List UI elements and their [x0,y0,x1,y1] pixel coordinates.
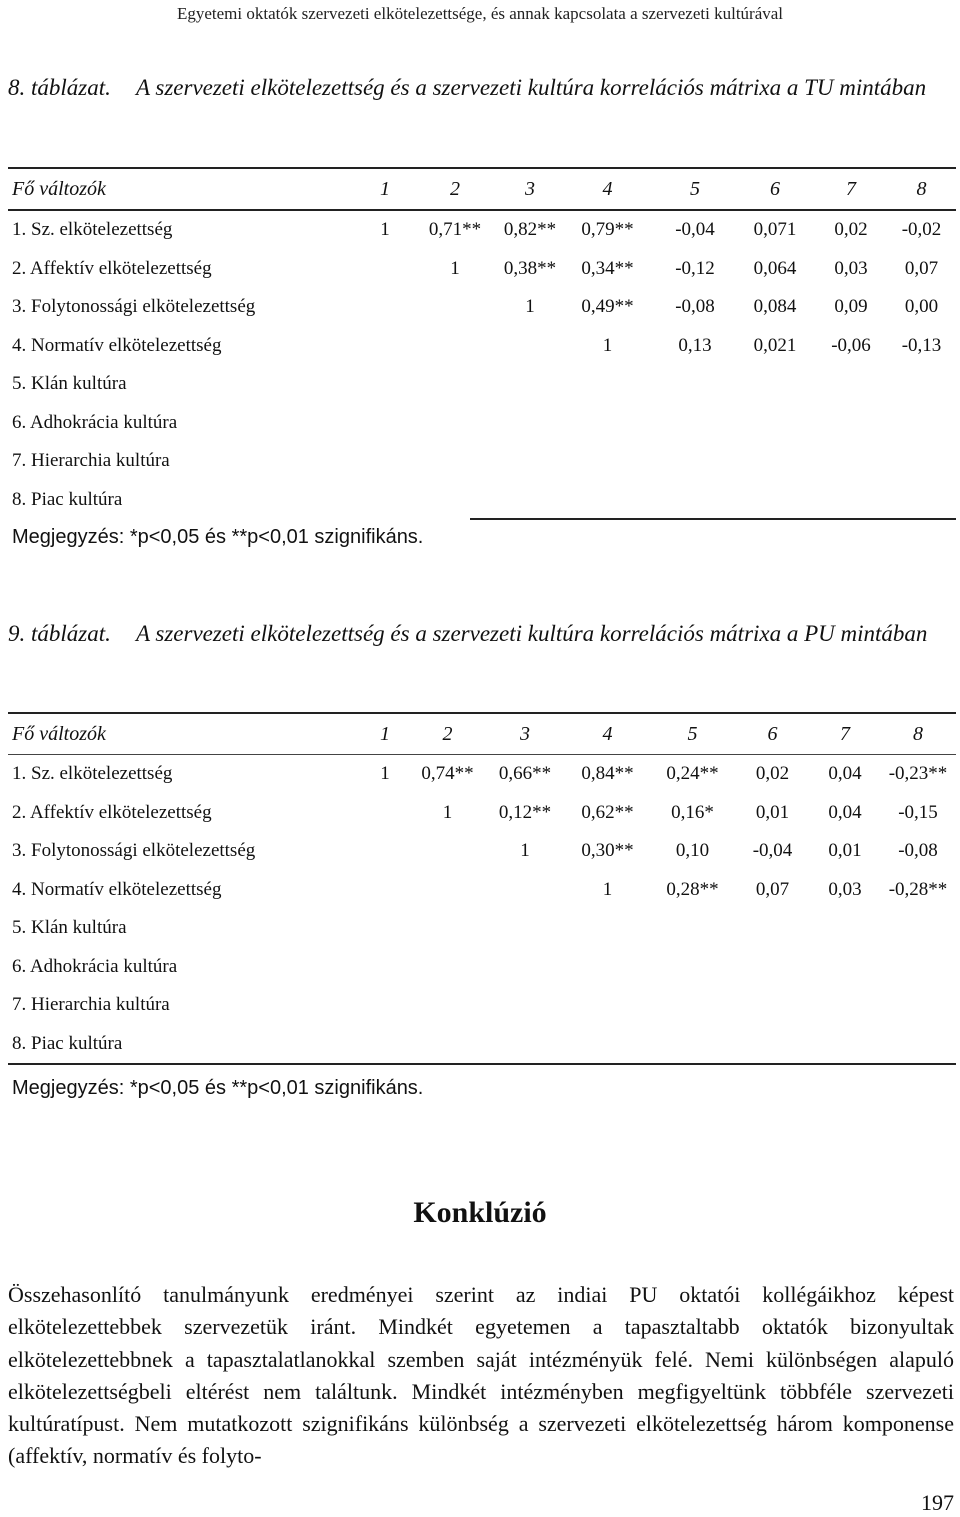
table-row [8,327,956,366]
table-cell [410,442,500,481]
table9-col-7: 7 [810,713,880,755]
table-cell: 1 [450,257,460,279]
table-cell [410,404,500,443]
table-cell [565,1025,650,1065]
row-label: 1. Sz. elkötelezettség [12,219,173,241]
table-cell [485,986,565,1025]
table-cell: 0,01 [755,801,790,823]
table-cell: 0,04 [828,801,862,823]
table8-col-5: 5 [655,168,735,210]
row-label: 1. Sz. elkötelezettség [12,763,173,785]
table-cell [360,794,410,833]
table-row [8,481,956,520]
table-cell: 1 [520,840,530,862]
table-cell [410,365,500,404]
table-cell: -0,15 [898,801,938,823]
table-cell: 0,84** [581,763,634,785]
running-header: Egyetemi oktatók szervezeti elkötelezettsége, és annak kapcsolata a szervezeti kultúrával [176,4,784,23]
table-cell [360,909,410,948]
row-label: 7. Hierarchia kultúra [12,994,170,1016]
table-cell [815,365,887,404]
table-cell [810,948,880,987]
table-row [8,986,956,1025]
table-cell [655,442,735,481]
table-cell [880,1025,956,1065]
table-cell [360,288,410,327]
table-cell: 0,03 [828,878,862,900]
table-row [8,909,956,948]
table-row [8,250,956,289]
table9-note: Megjegyzés: *p<0,05 és **p<0,01 szignifikáns. [12,1077,424,1099]
table-cell [565,909,650,948]
table8-caption [8,72,948,104]
table-cell [650,948,735,987]
table-row [8,948,956,987]
table8-col-6: 6 [735,168,815,210]
table-cell: 0,74** [421,763,474,785]
table-cell: 1 [602,878,613,900]
table8-col-2: 2 [410,168,500,210]
table-cell: 0,07 [755,878,790,900]
table-cell [360,1025,410,1065]
row-label: 2. Affektív elkötelezettség [12,801,212,823]
table-cell [560,481,655,520]
table-cell [410,288,500,327]
table-cell [735,404,815,443]
section-title: Konklúzió [413,1196,547,1229]
table-cell: 0,021 [753,334,797,356]
table8-header-label: Fő változók [8,168,360,210]
table-cell: 0,66** [498,763,552,785]
table-cell [880,948,956,987]
page-number: 197 [921,1490,954,1515]
table-row [8,288,956,327]
table9-col-1: 1 [360,713,410,755]
row-label: 3. Folytonossági elkötelezettség [12,840,256,862]
table-cell [880,909,956,948]
table-cell: 0,07 [904,257,939,279]
table-cell [887,404,956,443]
row-label: 6. Adhokrácia kultúra [12,411,178,433]
table-cell [360,250,410,289]
table8-bottom-rule [470,518,956,520]
table-cell [360,948,410,987]
table-cell [815,404,887,443]
table-cell: 0,10 [675,840,710,862]
table-cell [360,986,410,1025]
table-cell [735,1025,810,1065]
table-cell: 0,49** [581,296,634,318]
table-cell [815,481,887,520]
table-cell [360,365,410,404]
table-row [8,832,956,871]
table-cell [560,365,655,404]
table-cell: -0,04 [752,840,793,862]
table-cell [360,404,410,443]
table-cell [360,442,410,481]
table-cell: 0,38** [503,257,557,279]
table-cell: 0,30** [581,840,634,862]
table-cell: 0,04 [828,763,862,785]
table9-col-6: 6 [735,713,810,755]
table-cell [650,909,735,948]
row-label: 5. Klán kultúra [12,917,127,939]
table-cell [410,948,485,987]
table-cell: 1 [380,763,390,785]
table-cell: -0,13 [901,334,942,356]
table-cell [500,404,560,443]
table-cell [410,986,485,1025]
table9-col-3: 3 [485,713,565,755]
table-cell: 0,34** [581,257,634,279]
table-cell [360,871,410,910]
table9-correlation-matrix [8,712,956,1065]
table8-note: Megjegyzés: *p<0,05 és **p<0,01 szignifikáns. [12,526,424,548]
table-cell: 0,01 [828,840,862,862]
table-cell: 0,071 [753,219,797,241]
table-cell [410,871,485,910]
table9-caption-number: 9. táblázat. [8,621,111,646]
table-cell: 0,09 [834,296,868,318]
table-cell: 0,82** [503,219,557,241]
table8-col-3: 3 [500,168,560,210]
table8-col-8: 8 [887,168,956,210]
table-cell: 0,28** [666,878,719,900]
table9-header-label: Fő változók [8,713,360,755]
table-cell [565,948,650,987]
table9-header-row [8,713,956,755]
table9-col-5: 5 [650,713,735,755]
table8-col-7: 7 [815,168,887,210]
table-cell [887,481,956,520]
table8-col-4: 4 [560,168,655,210]
table-cell [880,986,956,1025]
table-cell [410,1025,485,1065]
table-row [8,1025,956,1065]
table-cell [360,832,410,871]
row-label: 3. Folytonossági elkötelezettség [12,296,256,318]
table-cell [887,365,956,404]
table-cell [735,909,810,948]
table8-header-row [8,168,956,210]
table-row [8,404,956,443]
table-cell: 1 [525,296,535,318]
table-cell [810,986,880,1025]
table-cell [650,1025,735,1065]
table-row [8,871,956,910]
table-cell: 1 [602,334,613,356]
table-cell: 0,71** [428,219,482,241]
table-row [8,210,956,250]
table-cell [500,481,560,520]
row-label: 6. Adhokrácia kultúra [12,955,178,977]
row-label: 4. Normatív elkötelezettség [12,334,222,356]
table-cell [485,1025,565,1065]
body-paragraph: Összehasonlító tanulmányunk eredményei szerint az indiai PU oktatói kollégáikhoz képest elkötelezettebbek szervezetük iránt. Mindkét egyetemen a tapasztaltabb oktatók bizonyultak elkötelezettebbnek a tapasztalatlanokkal szemben saját intézményük felé. Nemi különbségen alapuló elkötelezettségbeli eltérést nem találtunk. Mindkét intézményben megfigyeltünk többféle szervezeti kultúratípust. Nem mutatkozott szignifikáns különbség a szervezeti elkötelezettség három komponense (affektív, normatív és folyto- [8,1282,954,1469]
table-cell [655,481,735,520]
table-cell [500,442,560,481]
table-row [8,755,956,794]
table9-col-2: 2 [410,713,485,755]
table-cell [485,871,565,910]
row-label: 7. Hierarchia kultúra [12,450,170,472]
table-cell: -0,02 [901,219,942,241]
table-cell [485,948,565,987]
table8-caption-text: A szervezeti elkötelezettség és a szervezeti kultúra korrelációs mátrixa a TU mintában [136,75,927,100]
table-cell: 0,02 [755,763,790,785]
table-cell [650,986,735,1025]
table-cell [735,442,815,481]
table-cell [410,481,500,520]
table-cell: 0,02 [834,219,868,241]
table-cell: -0,04 [675,219,715,241]
table-cell [887,442,956,481]
table-cell: -0,23** [888,763,948,785]
table-cell: 0,62** [581,801,634,823]
table-cell: 0,13 [678,334,712,356]
table-row [8,442,956,481]
table-row [8,365,956,404]
table-cell [500,365,560,404]
table-cell [360,481,410,520]
table-cell: 0,00 [904,296,939,318]
table-cell [410,832,485,871]
table-cell [500,327,560,366]
table-cell [410,909,485,948]
table-cell [735,481,815,520]
table-cell [560,404,655,443]
table-cell [735,948,810,987]
table-cell: 0,24** [666,763,719,785]
table-cell: 0,12** [498,801,552,823]
table-cell: -0,12 [675,257,715,279]
table8-col-1: 1 [360,168,410,210]
table-cell [565,986,650,1025]
table9-caption-text: A szervezeti elkötelezettség és a szervezeti kultúra korrelációs mátrixa a PU mintában [136,621,928,646]
row-label: 8. Piac kultúra [12,488,123,510]
table-cell [655,404,735,443]
table-cell [810,1025,880,1065]
table-cell [560,442,655,481]
row-label: 8. Piac kultúra [8,1025,360,1065]
table8-caption-number: 8. táblázat. [8,75,111,100]
table-cell: 0,084 [753,296,797,318]
row-label: 5. Klán kultúra [12,373,127,395]
table-cell [735,986,810,1025]
table-cell: -0,06 [831,334,871,356]
table-cell [655,365,735,404]
table-cell: 0,064 [753,257,797,279]
table-cell [410,327,500,366]
row-label: 4. Normatív elkötelezettség [12,878,222,900]
table-row [8,794,956,833]
table9-caption [8,618,948,650]
table-cell: 0,79** [581,219,634,241]
table-cell [735,365,815,404]
table-cell [810,909,880,948]
table-cell: 1 [442,801,453,823]
table-cell: -0,28** [888,878,948,900]
table8-correlation-matrix [8,167,956,519]
table-cell [485,909,565,948]
table-cell: 1 [380,219,390,241]
table-cell [360,327,410,366]
table9-col-8: 8 [880,713,956,755]
table-cell: 0,16* [671,801,714,823]
row-label: 2. Affektív elkötelezettség [12,257,212,279]
table-cell [815,442,887,481]
table-cell: -0,08 [898,840,938,862]
table9-col-4: 4 [565,713,650,755]
table-cell: -0,08 [675,296,715,318]
table-cell: 0,03 [834,257,868,279]
